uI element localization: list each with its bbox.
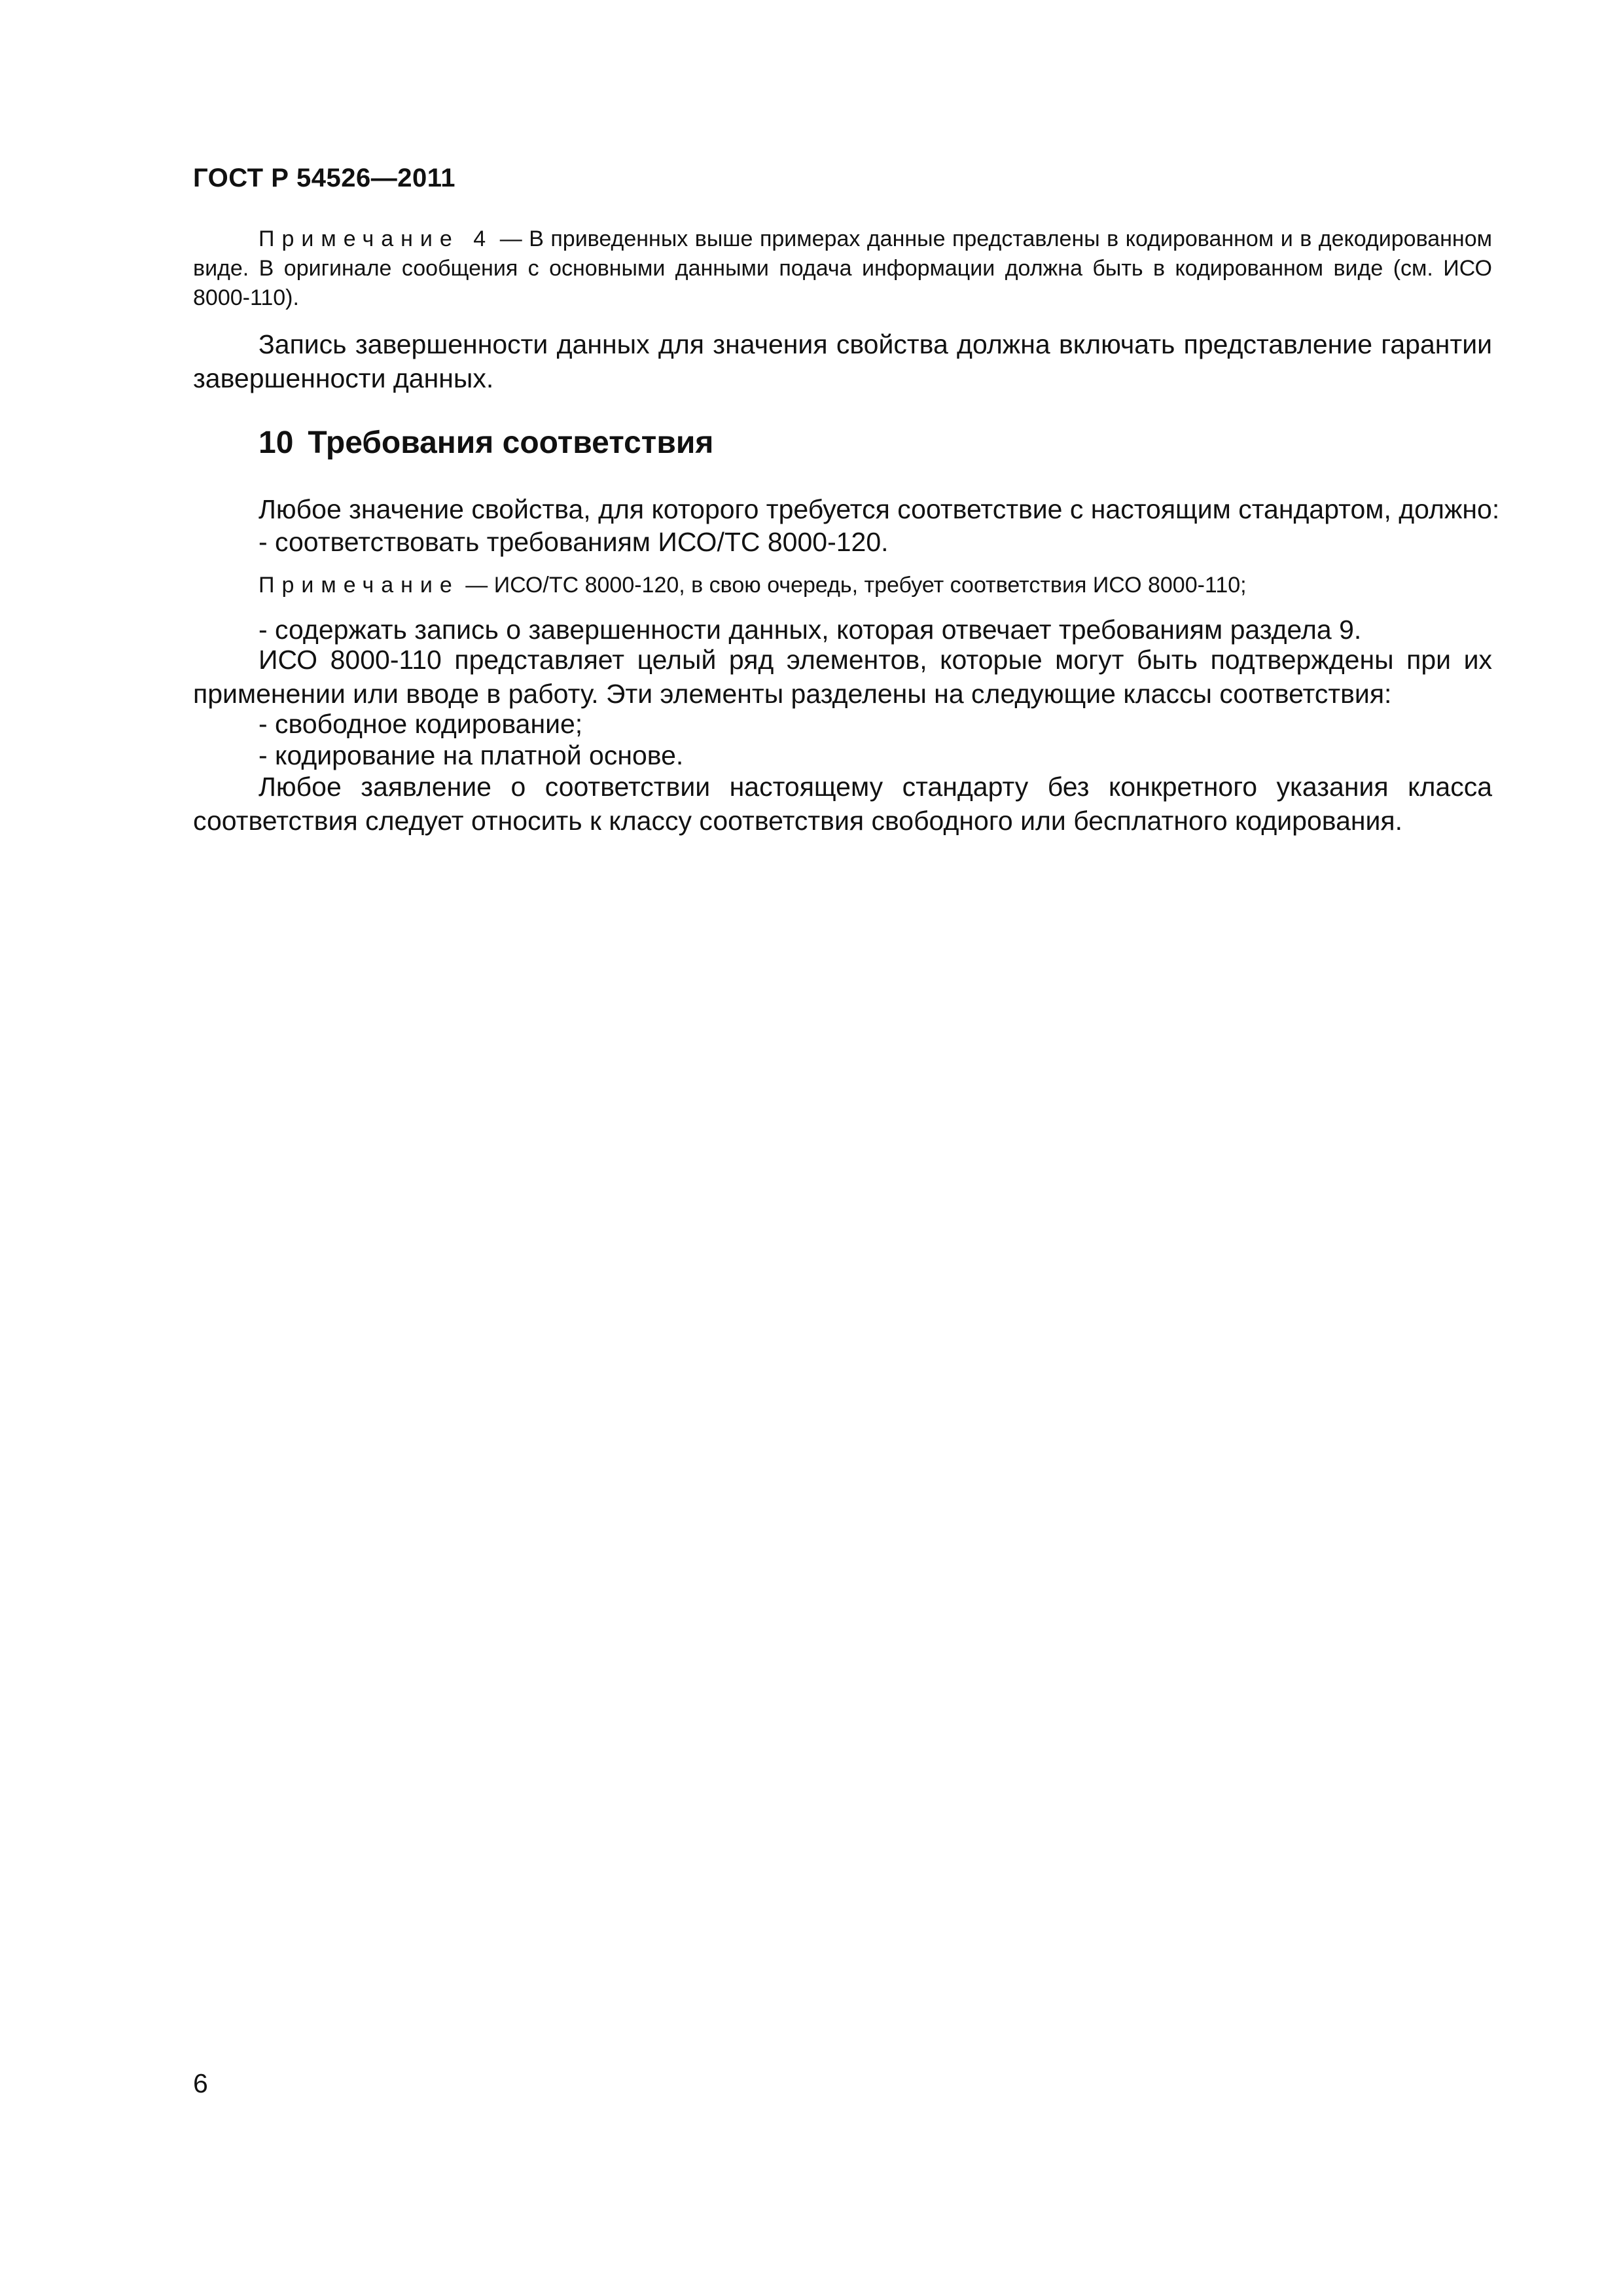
note-text: — ИСО/ТС 8000-120, в свою очередь, требует соответствия ИСО 8000-110; xyxy=(459,573,1247,598)
section-10-number: 10 xyxy=(259,425,294,460)
requirement-item-1: - соответствовать требованиям ИСО/ТС 8000-120. xyxy=(259,527,889,557)
final-paragraph: Любое заявление о соответствии настоящему стандарту без конкретного указания класса соответствия следует относить к классу соответствия свободного или бесплатного кодирования. xyxy=(193,772,1492,836)
requirements-intro: Любое значение свойства, для которого требуется соответствие с настоящим стандартом, должно: xyxy=(259,494,1500,524)
note-iso-120 xyxy=(259,571,1247,600)
note-4 xyxy=(193,224,1492,313)
section-10-title: Требования соответствия xyxy=(308,425,714,460)
note-label: Примечание xyxy=(259,573,459,598)
note-4-label: Примечание 4 xyxy=(259,226,493,251)
requirement-item-2: - содержать запись о завершенности данных, которая отвечает требованиям раздела 9. xyxy=(259,615,1362,645)
integrity-paragraph: Запись завершенности данных для значения свойства должна включать представление гарантии завершенности данных. xyxy=(193,329,1492,393)
note-4-text: — В приведенных выше примерах данные представлены в кодированном и в декодированном виде. В оригинале сообщения с основными данными подача информации должна быть в кодированном виде (см. ИСО 8000-110). xyxy=(193,226,1492,310)
page-number: 6 xyxy=(193,2068,208,2098)
iso-8000-110-paragraph: ИСО 8000-110 представляет целый ряд элементов, которые могут быть подтверждены при их применении или вводе в работу. Эти элементы разделены на следующие классы соответствия: xyxy=(193,645,1492,709)
conformance-class-2: - кодирование на платной основе. xyxy=(259,740,684,770)
section-10-heading xyxy=(259,424,713,462)
conformance-class-1: - свободное кодирование; xyxy=(259,709,583,739)
document-header: ГОСТ Р 54526—2011 xyxy=(193,164,455,192)
